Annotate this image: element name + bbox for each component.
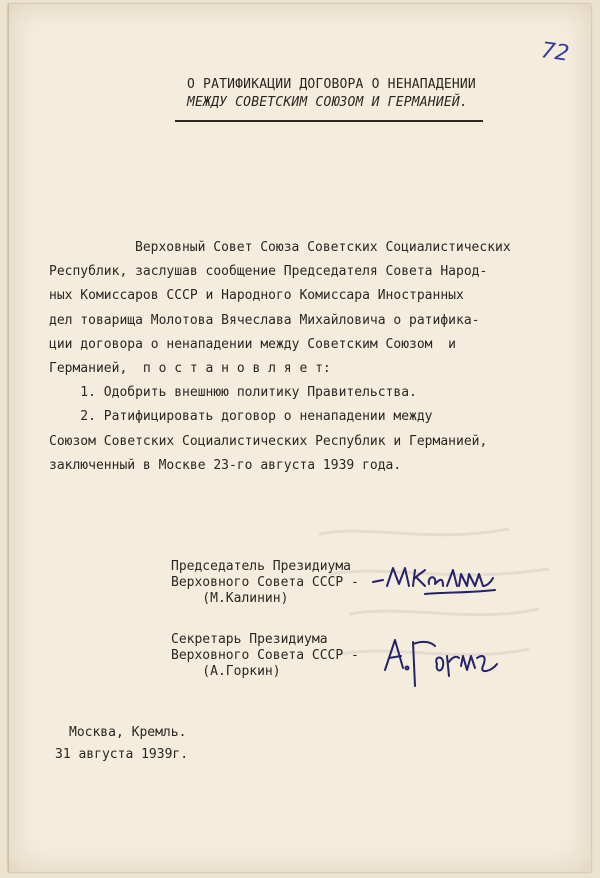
- date: 31 августа 1939г.: [55, 747, 189, 762]
- body-line: Союзом Советских Социалистических Республик и Германией,: [49, 433, 488, 449]
- body-line: заключенный в Москве 23-го августа 1939 года.: [49, 457, 402, 473]
- signatory-1-line-2: Верховного Совета СССР -: [171, 575, 359, 590]
- decree-body: [49, 236, 581, 478]
- body-line: 2. Ратифицировать договор о ненападении между: [49, 409, 433, 425]
- document-title: [187, 76, 476, 112]
- body-line: Германией, п о с т а н о в л я е т:: [49, 361, 331, 377]
- title-line-1: О РАТИФИКАЦИИ ДОГОВОРА О НЕНАПАДЕНИИ: [187, 77, 476, 92]
- title-underline: [175, 120, 483, 122]
- signatory-kalinin: [171, 559, 359, 607]
- document-page: [8, 4, 591, 872]
- signatory-2-line-2: Верховного Совета СССР -: [171, 648, 359, 663]
- signatory-1-line-3: (М.Калинин): [171, 591, 289, 606]
- place-and-date: [55, 722, 189, 766]
- body-line: Верховный Совет Союза Советских Социалистических: [135, 240, 511, 255]
- signatory-2-line-3: (А.Горкин): [171, 664, 281, 679]
- place: Москва, Кремль.: [69, 725, 187, 740]
- body-line: Республик, заслушав сообщение Председателя Совета Народ-: [49, 264, 488, 280]
- signature-kalinin: [369, 556, 499, 606]
- title-line-2: МЕЖДУ СОВЕТСКИМ СОЮЗОМ И ГЕРМАНИЕЙ.: [187, 95, 468, 110]
- body-line: ции договора о ненападении между Советским Союзом и: [49, 336, 456, 352]
- body-line: 1. Одобрить внешнюю политику Правительства.: [49, 385, 417, 401]
- archive-page-number: 72: [539, 38, 571, 67]
- signatory-1-line-1: Председатель Президиума: [171, 559, 352, 574]
- signatory-gorkin: [171, 632, 359, 680]
- body-line: дел товарища Молотова Вячеслава Михайловича о ратифика-: [49, 312, 480, 328]
- signatory-2-line-1: Секретарь Президиума: [171, 632, 328, 647]
- body-line: ных Комиссаров СССР и Народного Комиссара Иностранных: [49, 288, 464, 304]
- signature-gorkin: [379, 634, 509, 694]
